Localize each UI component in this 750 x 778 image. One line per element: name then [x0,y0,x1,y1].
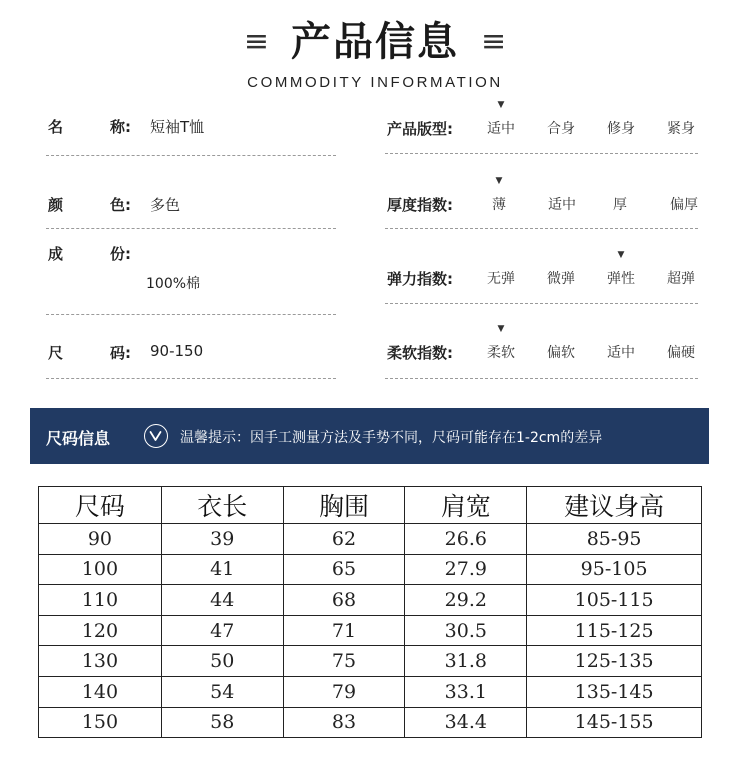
divider [385,303,698,304]
divider [46,314,336,315]
divider [385,153,698,154]
size-info-banner [30,408,709,464]
table-cell: 105-115 [527,585,702,616]
scale-thickness-marker: ▼ [495,176,503,186]
table-cell: 34.4 [405,707,527,738]
column-header: 衣长 [161,487,283,524]
table-cell: 65 [283,554,405,585]
table-cell: 26.6 [405,524,527,555]
scale-thickness-option: 薄 [492,197,506,213]
attr-material-value: 100%棉 [146,276,201,292]
table-cell: 27.9 [405,554,527,585]
table-cell: 150 [39,707,162,738]
attr-name-key2: 称: [110,118,131,136]
scale-thickness-option: 厚 [613,197,627,213]
scale-softness-option: 柔软 [487,345,515,361]
attr-name-key1: 名 [48,118,64,136]
scale-fit-option: 紧身 [667,121,695,137]
table-cell: 90 [39,524,162,555]
scale-fit-marker: ▼ [497,100,505,110]
scale-thickness-option: 适中 [548,197,576,213]
table-cell: 110 [39,585,162,616]
scale-elasticity-option: 微弹 [547,271,575,287]
attr-material-key2: 份: [110,245,131,263]
table-cell: 29.2 [405,585,527,616]
table-cell: 75 [283,646,405,677]
table-cell: 54 [161,676,283,707]
scale-elasticity-label: 弹力指数: [387,270,453,288]
scale-thickness-option: 偏厚 [670,197,698,213]
divider [46,155,336,156]
table-cell: 120 [39,615,162,646]
scale-fit-option: 适中 [487,121,515,137]
table-row [39,707,702,738]
scale-fit-label: 产品版型: [387,120,453,138]
banner-note: 温馨提示：因手工测量方法及手势不同，尺码可能存在1-2cm的差异 [180,430,603,446]
table-cell: 100 [39,554,162,585]
divider [46,378,336,379]
attr-material-key1: 成 [48,245,64,263]
attr-name-value: 短袖T恤 [150,118,205,136]
table-cell: 85-95 [527,524,702,555]
table-cell: 39 [161,524,283,555]
menu-icon-right: ≡ [481,24,507,59]
table-cell: 58 [161,707,283,738]
divider [46,228,336,229]
table-cell: 125-135 [527,646,702,677]
table-cell: 30.5 [405,615,527,646]
table-cell: 50 [161,646,283,677]
column-header: 尺码 [39,487,162,524]
table-cell: 79 [283,676,405,707]
size-table [38,486,702,738]
scale-thickness-label: 厚度指数: [387,196,453,214]
scale-fit-option: 修身 [607,121,635,137]
column-header: 肩宽 [405,487,527,524]
table-cell: 115-125 [527,615,702,646]
table-cell: 41 [161,554,283,585]
page-title: 产品信息 [291,19,459,65]
scale-elasticity-option: 弹性 [607,271,635,287]
scale-softness-option: 适中 [607,345,635,361]
table-cell: 33.1 [405,676,527,707]
menu-icon-left: ≡ [243,24,269,59]
scale-softness-marker: ▼ [497,324,505,334]
column-header: 胸围 [283,487,405,524]
divider [385,378,698,379]
table-row [39,524,702,555]
attr-size-key1: 尺 [48,344,64,362]
table-cell: 47 [161,615,283,646]
table-row [39,615,702,646]
table-cell: 31.8 [405,646,527,677]
table-cell: 71 [283,615,405,646]
scale-softness-option: 偏硬 [667,345,695,361]
title-row [0,14,750,70]
attr-color-key1: 颜 [48,196,64,214]
table-cell: 62 [283,524,405,555]
table-cell: 135-145 [527,676,702,707]
table-row [39,676,702,707]
table-cell: 95-105 [527,554,702,585]
attr-color-key2: 色: [110,196,131,214]
table-row [39,585,702,616]
scale-softness-option: 偏软 [547,345,575,361]
table-cell: 145-155 [527,707,702,738]
attr-size-key2: 码: [110,344,131,362]
attr-color-value: 多色 [150,196,181,214]
chevron-down-circle-icon [144,424,168,448]
scale-elasticity-option: 无弹 [487,271,515,287]
scale-fit-option: 合身 [547,121,575,137]
scale-elasticity-marker: ▼ [617,250,625,260]
table-cell: 68 [283,585,405,616]
header [0,14,750,91]
attr-size-value: 90-150 [150,342,204,360]
table-row [39,554,702,585]
table-cell: 130 [39,646,162,677]
table-header-row [39,487,702,524]
scale-softness-label: 柔软指数: [387,344,453,362]
scale-elasticity-option: 超弹 [667,271,695,287]
table-cell: 44 [161,585,283,616]
table-cell: 83 [283,707,405,738]
table-cell: 140 [39,676,162,707]
page-subtitle: COMMODITY INFORMATION [247,74,503,91]
banner-title: 尺码信息 [46,429,111,448]
column-header: 建议身高 [527,487,702,524]
divider [385,228,698,229]
table-row [39,646,702,677]
